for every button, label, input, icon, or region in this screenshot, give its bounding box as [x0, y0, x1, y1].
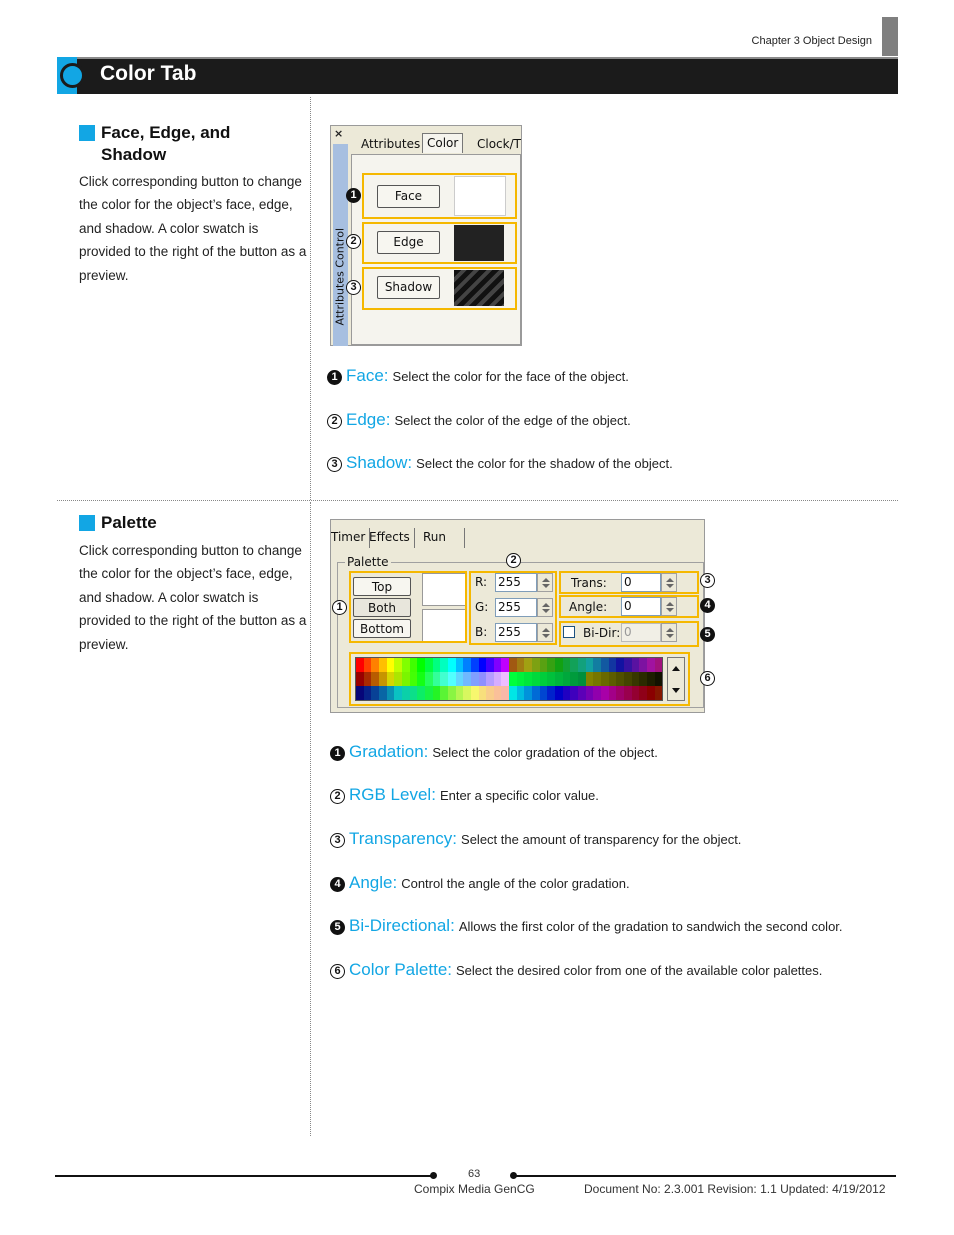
palette-screenshot [330, 519, 711, 713]
trans-highlight [559, 571, 699, 594]
r-input[interactable]: 255 [495, 573, 537, 592]
page-title: Color Tab [100, 62, 197, 85]
desc-text: Select the color gradation of the object. [432, 745, 658, 760]
column-divider-top [310, 97, 311, 500]
footer-document-info: Document No: 2.3.001 Revision: 1.1 Updated: 4/19/2012 [584, 1182, 886, 1196]
bi-dir-input[interactable]: 0 [621, 623, 661, 642]
trans-label: Trans: [571, 576, 607, 590]
page-number: 63 [468, 1168, 481, 1180]
marker-3: 3 [346, 280, 361, 295]
desc-text: Select the desired color from one of the available color palettes. [456, 963, 823, 978]
desc-text: Allows the first color of the gradation to sandwich the second color. [458, 919, 843, 934]
desc-edge [327, 410, 631, 430]
number-badge: 2 [330, 789, 345, 804]
bi-dir-highlight [559, 621, 699, 647]
marker-2: 2 [506, 553, 521, 568]
trans-input[interactable]: 0 [621, 573, 661, 592]
section-divider [57, 500, 898, 501]
desc-shadow [327, 453, 673, 473]
tab-color[interactable]: Color [422, 133, 463, 153]
desc-term: Gradation: [349, 742, 429, 761]
number-badge: 1 [330, 746, 345, 761]
tab-attributes[interactable]: Attributes [361, 137, 421, 151]
g-label: G: [475, 600, 489, 614]
desc-bi-directional [330, 916, 843, 936]
chapter-bar [882, 17, 898, 56]
number-badge: 2 [327, 414, 342, 429]
column-divider-bottom [310, 502, 311, 1136]
angle-label: Angle: [569, 600, 608, 614]
top-button[interactable]: Top [353, 577, 411, 596]
section-body-face-edge-shadow: Click corresponding button to change the color for the object’s face, edge, and shadow. A color swatch is provided to the right of the button as a preview. [79, 174, 307, 283]
tab-clock[interactable]: Clock/T [477, 137, 521, 151]
sidebar-label: Attributes Control [333, 227, 347, 326]
angle-input[interactable]: 0 [621, 597, 661, 616]
number-badge: 4 [330, 877, 345, 892]
number-badge: 3 [327, 457, 342, 472]
g-input[interactable]: 255 [495, 598, 537, 617]
attributes-control-sidebar [333, 144, 348, 346]
both-button[interactable]: Both [353, 598, 411, 617]
square-bullet-icon [79, 125, 95, 141]
desc-face [327, 366, 629, 386]
desc-term: Edge: [346, 410, 391, 429]
desc-angle [330, 873, 630, 893]
desc-term: Angle: [349, 873, 398, 892]
desc-term: Shadow: [346, 453, 413, 472]
palette-group-label: Palette [347, 555, 389, 569]
bottom-button[interactable]: Bottom [353, 619, 411, 638]
shadow-highlight [362, 267, 517, 310]
desc-transparency [330, 829, 741, 849]
bi-dir-label: Bi-Dir: [583, 626, 621, 640]
desc-term: RGB Level: [349, 785, 436, 804]
square-bullet-icon [79, 515, 95, 531]
desc-text: Control the angle of the color gradation. [401, 876, 630, 891]
number-badge: 6 [330, 964, 345, 979]
footer-dot-left [430, 1172, 437, 1179]
desc-gradation [330, 742, 658, 762]
face-button[interactable]: Face [377, 185, 440, 208]
tab-run[interactable]: Run [419, 528, 465, 548]
section-title-palette: Palette [101, 513, 157, 532]
color-tab-screenshot [330, 125, 522, 346]
r-label: R: [475, 575, 488, 589]
edge-highlight [362, 222, 517, 264]
edge-button[interactable]: Edge [377, 231, 440, 254]
circle-icon [60, 63, 85, 88]
tab-timer[interactable]: Timer [327, 528, 370, 548]
marker-3: 3 [700, 573, 715, 588]
desc-text: Select the color for the face of the object. [392, 369, 629, 384]
marker-1: 1 [346, 188, 361, 203]
footer-product: Compix Media GenCG [414, 1182, 535, 1196]
section-title-face-edge-shadow: Face, Edge, and Shadow [101, 123, 231, 164]
tab-effects[interactable]: Effects [365, 528, 415, 548]
desc-rgb-level [330, 785, 599, 805]
footer-line-left [55, 1175, 433, 1177]
face-highlight [362, 173, 517, 219]
gradation-highlight [349, 571, 467, 643]
section-body-palette: Click corresponding button to change the color for the object’s face, edge, and shadow. A color swatch is provided to the right of the button as a preview. [79, 543, 307, 652]
marker-5: 5 [700, 627, 715, 642]
shadow-button[interactable]: Shadow [377, 276, 440, 299]
number-badge: 5 [330, 920, 345, 935]
footer-line-right [514, 1175, 896, 1177]
desc-text: Enter a specific color value. [439, 788, 599, 803]
desc-color-palette [330, 960, 822, 980]
chapter-label: Chapter 3 Object Design [751, 35, 872, 47]
number-badge: 1 [327, 370, 342, 385]
rgb-highlight [469, 571, 557, 645]
desc-term: Face: [346, 366, 389, 385]
marker-1: 1 [332, 600, 347, 615]
palette-highlight [349, 652, 690, 706]
number-badge: 3 [330, 833, 345, 848]
desc-text: Select the amount of transparency for the object. [461, 832, 742, 847]
marker-6: 6 [700, 671, 715, 686]
b-label: B: [475, 625, 488, 639]
angle-highlight [559, 595, 699, 618]
desc-term: Transparency: [349, 829, 458, 848]
marker-2: 2 [346, 234, 361, 249]
desc-text: Select the color for the shadow of the object. [416, 456, 673, 471]
desc-term: Bi-Directional: [349, 916, 455, 935]
close-icon[interactable]: × [334, 127, 344, 140]
b-input[interactable]: 255 [495, 623, 537, 642]
desc-term: Color Palette: [349, 960, 452, 979]
marker-4: 4 [700, 598, 715, 613]
desc-text: Select the color of the edge of the object. [394, 413, 631, 428]
